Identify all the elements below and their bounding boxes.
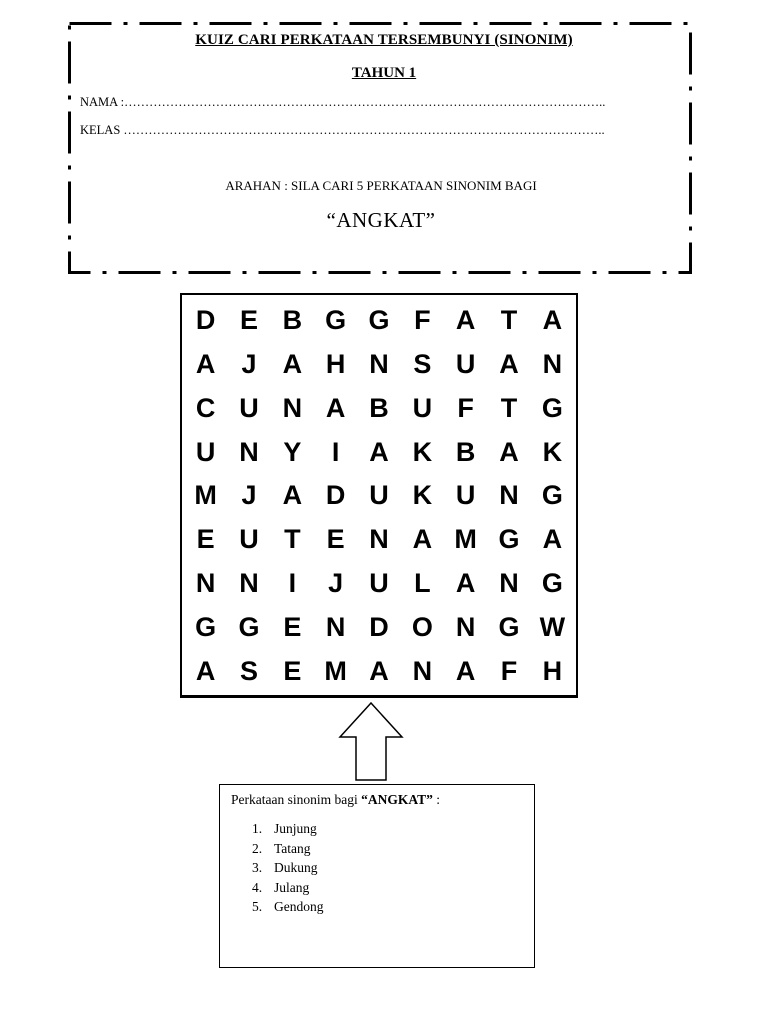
quiz-title: KUIZ CARI PERKATAAN TERSEMBUNYI (SINONIM) — [195, 32, 573, 48]
grid-letter[interactable]: B — [369, 392, 389, 423]
year-title: TAHUN 1 — [351, 65, 417, 81]
grid-letter[interactable]: F — [457, 392, 474, 423]
grid-letter[interactable]: G — [541, 568, 563, 599]
grid-letter[interactable]: E — [283, 611, 302, 642]
list-number: 2. — [252, 840, 263, 856]
grid-letter[interactable]: U — [369, 568, 389, 599]
grid-letter[interactable]: G — [541, 392, 563, 423]
grid-letter[interactable]: N — [239, 436, 259, 467]
grid-letter[interactable]: E — [283, 655, 302, 686]
grid-letter[interactable]: G — [541, 480, 563, 511]
answers-heading-prefix: Perkataan sinonim bagi — [231, 792, 362, 807]
list-item — [252, 839, 324, 859]
grid-letter[interactable]: A — [369, 655, 389, 686]
grid-letter[interactable]: N — [455, 611, 476, 642]
grid-letter[interactable]: A — [499, 436, 519, 467]
grid-letter[interactable]: A — [282, 480, 303, 511]
grid-letter[interactable]: D — [195, 305, 216, 336]
grid-letter[interactable]: D — [369, 611, 389, 642]
answers-list — [252, 819, 324, 917]
grid-letter[interactable]: G — [238, 611, 260, 642]
grid-letter[interactable]: U — [369, 480, 389, 511]
grid-letter[interactable]: D — [325, 480, 346, 511]
list-number: 3. — [252, 860, 263, 875]
grid-letter[interactable]: A — [195, 655, 216, 686]
grid-letter[interactable]: G — [195, 611, 217, 642]
grid-letter[interactable]: T — [284, 524, 301, 555]
answer-word: Gendong — [274, 899, 324, 914]
grid-letter[interactable]: C — [195, 392, 216, 423]
grid-letter[interactable]: G — [325, 305, 347, 336]
grid-letter[interactable]: A — [369, 436, 389, 467]
grid-letter[interactable]: A — [325, 392, 346, 423]
answer-word: Julang — [274, 879, 310, 895]
grid-letter[interactable]: E — [326, 524, 345, 555]
grid-letter[interactable]: G — [498, 524, 520, 555]
answers-heading — [231, 792, 440, 808]
up-arrow-outline-icon — [338, 702, 404, 782]
grid-letter[interactable]: E — [196, 524, 215, 555]
grid-letter[interactable]: J — [328, 568, 344, 599]
grid-letter[interactable]: N — [195, 568, 216, 599]
grid-letter[interactable]: F — [500, 655, 518, 686]
grid-letter[interactable]: I — [288, 568, 297, 599]
grid-letter[interactable]: N — [542, 349, 563, 380]
grid-letter[interactable]: J — [241, 349, 257, 380]
answer-word: Junjung — [274, 821, 317, 836]
grid-letter[interactable]: N — [239, 568, 259, 599]
list-item — [252, 858, 324, 878]
list-item — [252, 819, 324, 839]
grid-letter[interactable]: N — [369, 349, 389, 380]
grid-letter[interactable]: K — [542, 436, 563, 467]
answers-heading-suffix: : — [432, 792, 441, 807]
grid-letter[interactable]: A — [195, 349, 216, 380]
grid-letter[interactable]: I — [331, 436, 340, 467]
dash-dot-border — [68, 22, 692, 274]
grid-letter[interactable]: K — [412, 436, 433, 467]
grid-letter[interactable]: M — [194, 480, 217, 511]
grid-letter[interactable]: T — [500, 305, 518, 336]
grid-letter[interactable]: N — [499, 480, 519, 511]
answer-word: Tatang — [274, 840, 311, 856]
list-number: 5. — [252, 899, 263, 914]
grid-letter[interactable]: H — [542, 655, 563, 686]
grid-letter[interactable]: A — [455, 655, 476, 686]
target-word: “ANGKAT” — [326, 208, 436, 232]
grid-letter[interactable]: A — [412, 524, 433, 555]
answers-box — [219, 784, 535, 968]
grid-letter[interactable]: U — [412, 392, 433, 423]
grid-letter[interactable]: W — [539, 611, 566, 642]
grid-letter[interactable]: U — [455, 480, 476, 511]
name-field[interactable]: NAMA :…………………………………………………………………………………………………….. — [80, 95, 606, 109]
grid-letter[interactable]: S — [413, 349, 432, 380]
grid-letter[interactable]: O — [411, 611, 433, 642]
header-frame — [68, 22, 692, 274]
grid-letter[interactable]: G — [368, 305, 390, 336]
grid-letter[interactable]: L — [414, 568, 431, 599]
answers-heading-word: “ANGKAT” — [361, 792, 433, 807]
instruction-text: ARAHAN : SILA CARI 5 PERKATAAN SINONIM BAGI — [225, 178, 537, 193]
list-number: 1. — [252, 821, 263, 836]
grid-letter[interactable]: A — [542, 305, 563, 336]
list-item — [252, 878, 324, 898]
grid-letter[interactable]: F — [414, 305, 431, 336]
grid-letter[interactable]: A — [455, 568, 476, 599]
grid-letter[interactable]: G — [498, 611, 520, 642]
grid-letter[interactable]: U — [239, 392, 259, 423]
grid-letter[interactable]: B — [455, 436, 476, 467]
grid-letter[interactable]: U — [455, 349, 476, 380]
grid-letter[interactable]: A — [455, 305, 476, 336]
grid-letter[interactable]: T — [500, 392, 518, 423]
grid-letter[interactable]: N — [412, 655, 433, 686]
grid-letter[interactable]: N — [282, 392, 303, 423]
answer-word: Dukung — [274, 860, 318, 875]
grid-letter[interactable]: S — [239, 655, 258, 686]
grid-letter[interactable]: M — [324, 655, 347, 686]
list-number: 4. — [252, 879, 263, 895]
grid-letter[interactable]: J — [241, 480, 257, 511]
grid-letter[interactable]: U — [195, 436, 216, 467]
grid-letter[interactable]: M — [454, 524, 477, 555]
grid-letter[interactable]: N — [499, 568, 519, 599]
word-search-grid[interactable] — [180, 293, 578, 698]
grid-letter[interactable]: A — [282, 349, 303, 380]
list-item — [252, 897, 324, 917]
grid-letter[interactable]: A — [542, 524, 563, 555]
grid-letter[interactable]: N — [325, 611, 346, 642]
grid-letter[interactable]: K — [412, 480, 433, 511]
grid-letter[interactable]: N — [369, 524, 389, 555]
class-field[interactable]: KELAS …………………………………………………………………………………………………….. — [80, 123, 605, 137]
grid-letter[interactable]: U — [239, 524, 259, 555]
grid-letter[interactable]: B — [282, 305, 303, 336]
grid-letter[interactable]: H — [325, 349, 346, 380]
grid-letter[interactable]: E — [239, 305, 258, 336]
grid-letter[interactable]: Y — [283, 436, 302, 467]
grid-letter[interactable]: A — [499, 349, 519, 380]
